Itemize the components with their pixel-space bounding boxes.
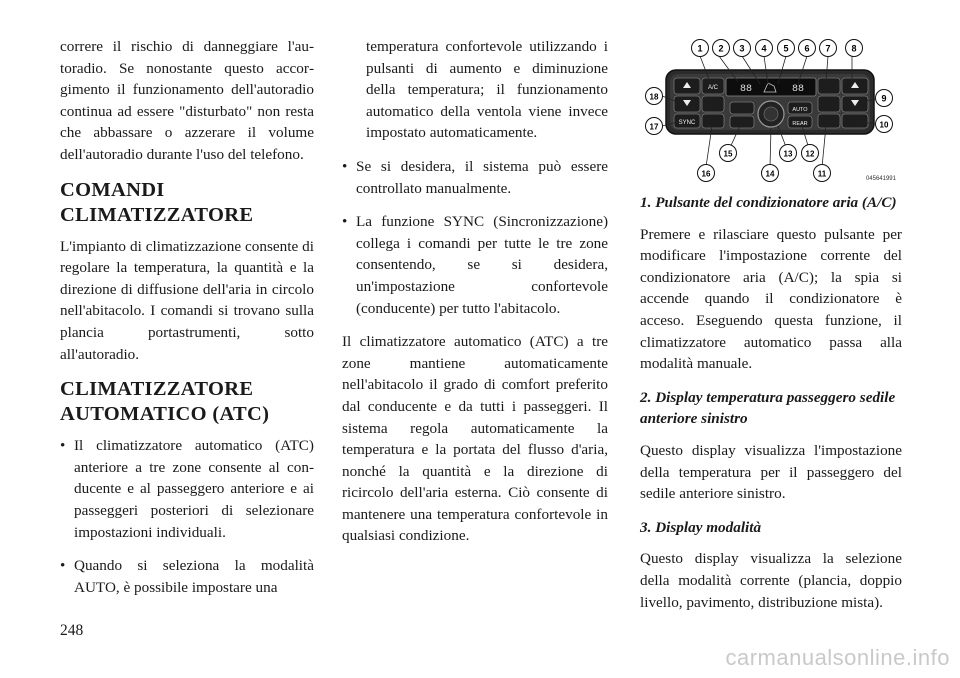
- callout-5: [778, 40, 795, 57]
- section-1-title: 1. Pulsante del condizionatore aria (A/C): [640, 194, 897, 211]
- svg-text:15: 15: [723, 149, 733, 159]
- callout-10: [876, 116, 893, 133]
- rear-control-button[interactable]: [842, 114, 868, 128]
- callout-16: [698, 165, 715, 182]
- fan-knob-center: [764, 107, 778, 121]
- callout-4: [756, 40, 773, 57]
- svg-text:9: 9: [881, 93, 887, 104]
- heading-climatizzatore-automatico: CLIMATIZZATORE AUTOMATICO (ATC): [60, 378, 270, 426]
- atc-bullet-list-continued: [342, 36, 608, 319]
- svg-text:10: 10: [879, 120, 889, 130]
- callout-15: [720, 145, 737, 162]
- bullet-text: • Il climatizzatore automatico (ATC) anteriore a tre zone consente al conducente e al passeggero anteriore e ai passeggeri posteriori di selezionare impostazioni individuali.: [74, 437, 314, 541]
- callout-7: [820, 40, 837, 57]
- comandi-paragraph: L'impianto di climatizzazione consente di regolare la temperatura, la quantità e la direzione di diffusione dell'aria in circolo nell'abitacolo. I comandi si trovano sulla plancia portastrumenti, sotto all'autoradio.: [60, 237, 314, 363]
- section-2-text: Questo display visualizza l'impostazione della temperatura per il passeggero del sedile anteriore sinistro.: [640, 441, 902, 503]
- svg-text:12: 12: [805, 149, 815, 159]
- climate-panel-diagram: [640, 36, 902, 182]
- sync-label: SYNC: [678, 120, 696, 126]
- callout-14: [762, 165, 779, 182]
- climate-control-figure: [640, 36, 902, 182]
- callout-8: [846, 40, 863, 57]
- auto-label: AUTO: [792, 107, 808, 113]
- page-number: 248: [60, 622, 84, 639]
- atc-bullet-list: [60, 435, 314, 598]
- callout-2: [713, 40, 730, 57]
- heading-comandi-climatizzatore: COMANDI CLIMATIZZATORE: [60, 178, 254, 226]
- section-1-text: Premere e rilasciare questo pulsante per modificare l'impostazione corrente del condizionatore aria (A/C); la spia si accende quando il condizionatore è acceso. Eseguendo questa funzione, il climatizzatore automatico passa alla modalità manuale.: [640, 225, 902, 373]
- svg-text:17: 17: [649, 122, 659, 132]
- watermark: carmanualsonline.info: [725, 645, 950, 670]
- defrost-button[interactable]: [730, 102, 754, 114]
- callout-6: [799, 40, 816, 57]
- bullet-continuation: [342, 36, 608, 144]
- seat-heat-right-button[interactable]: [818, 114, 840, 128]
- section-3-title: 3. Display modalità: [640, 518, 762, 536]
- bullet-item: [60, 435, 314, 543]
- column-middle: [342, 36, 608, 559]
- recirc-button[interactable]: [702, 96, 724, 112]
- callout-12: [802, 145, 819, 162]
- intro-paragraph: correre il rischio di danneggiare l'autoradio. Se nonostante questo accorgimento il funzionamento dell'autoradio continua ad essere "disturbato" non resta che abbassare o azzerare il volume dell'autoradio durante l'uso del telefono.: [60, 38, 314, 163]
- section-2-title: 2. Display temperatura passeggero sedile anteriore sinistro: [640, 388, 896, 428]
- svg-text:8: 8: [851, 43, 857, 54]
- off-button[interactable]: [818, 96, 840, 112]
- svg-text:16: 16: [701, 169, 711, 179]
- svg-text:6: 6: [804, 43, 810, 54]
- bullet-item: [60, 555, 314, 598]
- bullet-item: [342, 211, 608, 319]
- callout-13: [780, 145, 797, 162]
- bullet-item: [342, 156, 608, 199]
- rear-defrost-button[interactable]: [818, 78, 840, 94]
- svg-text:5: 5: [783, 43, 789, 54]
- callout-3: [734, 40, 751, 57]
- rear-label: REAR: [792, 121, 808, 127]
- svg-text:18: 18: [649, 92, 659, 102]
- svg-text:14: 14: [765, 169, 775, 179]
- bullet-text: • La funzione SYNC (Sincronizzazione) collega i comandi per tutte le tre zone consentendo, se si desidera, un'impostazione confortevole (conducente) per tutto l'abitacolo.: [356, 213, 608, 317]
- seat-heat-button[interactable]: [730, 116, 754, 128]
- svg-text:7: 7: [825, 43, 831, 54]
- atc-paragraph: Il climatizzatore automatico (ATC) a tre zone mantiene automaticamente nell'abitacolo il grado di comfort preferito dal conducente e da tutti i passeggeri. Il sistema regola automaticamente la temperatura e la portata del flusso d'aria, nonché la quantità e la direzione di ricircolo dell'aria esterna. Ciò consente di mantenere una temperatura confortevole in qualsiasi condizione.: [342, 333, 608, 545]
- column-left: [60, 36, 314, 610]
- left-temp-display: 88: [740, 84, 753, 95]
- right-temp-display: 88: [792, 84, 805, 95]
- svg-text:13: 13: [783, 149, 793, 159]
- bullet-text: • Quando si seleziona la modalità AUTO, è possibile impostare una: [74, 557, 314, 596]
- column-right: [640, 192, 902, 625]
- callout-9: [876, 90, 893, 107]
- svg-text:1: 1: [697, 43, 703, 54]
- callout-18: [646, 88, 663, 105]
- ac-label: A/C: [707, 85, 719, 91]
- section-3-text: Questo display visualizza la selezione della modalità corrente (plancia, doppio livello, pavimento, distribuzione mista).: [640, 550, 902, 611]
- bullet-text: temperatura confortevole utilizzando i pulsanti di aumento e diminuzione della temperatura; il funzionamento automatico della ventola viene invece impostato automaticamente.: [366, 38, 608, 142]
- mode-button[interactable]: [702, 114, 724, 128]
- callout-11: [814, 165, 831, 182]
- svg-text:4: 4: [761, 43, 767, 54]
- svg-text:3: 3: [739, 43, 745, 54]
- bullet-text: • Se si desidera, il sistema può essere controllato manualmente.: [356, 157, 608, 197]
- svg-text:2: 2: [718, 43, 724, 54]
- callout-1: [692, 40, 709, 57]
- callout-17: [646, 118, 663, 135]
- figure-code: 045641991: [865, 176, 896, 182]
- svg-text:11: 11: [817, 169, 827, 179]
